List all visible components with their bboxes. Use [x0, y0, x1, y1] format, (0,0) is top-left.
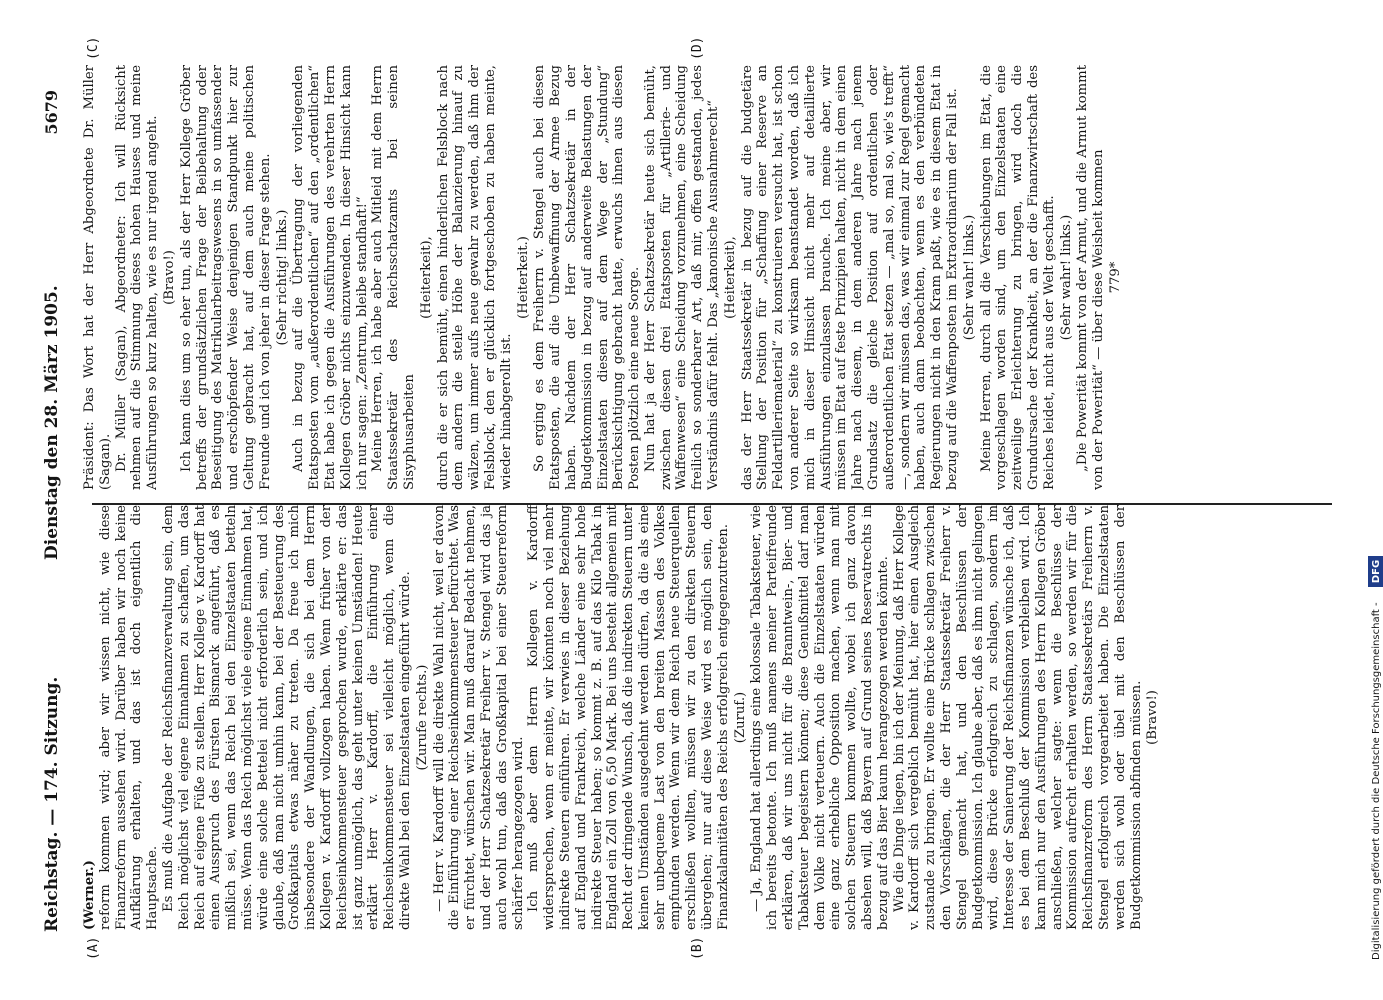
paragraph: Ich kann dies um so eher tun, als der Herr Kollege Gröber betreffs der grundsätzlichen Frage der Beibehaltung oder Beseitigung des Matrikularbeitragswesens in so umfassender und erschöpfender Weise denjenigen Standpunkt hier zur Geltung gebracht hat, auf dem auch meine politischen Freunde und ich von jeher in dieser Frage stehen.	[178, 65, 273, 490]
digitization-credit	[1366, 0, 1383, 1000]
paragraph: (Sehr wahr! links.)	[1058, 214, 1074, 341]
paragraph: (Zuruf.)	[732, 691, 748, 744]
margin-label-b: (B)	[690, 936, 705, 960]
page-header	[12, 60, 68, 940]
margin-label-a: (A)	[86, 936, 101, 960]
paragraph: — Herr v. Kardorff will die direkte Wahl nicht, weil er davon die Einführung einer Reichseinkommensteuer befürchtet. Was er fürchtet, wünschen wir. Man muß darauf Bedacht nehmen, und der Herr Schatzsekretär Freiherr v. Stengel wird das ja auch wohl tun, daß das Großkapital bei einer Steuerreform schärfer herangezogen wird.	[431, 505, 526, 930]
paragraph: Wie die Dinge liegen, bin ich der Meinung, daß Herr Kollege v. Kardorff sich vergeblich bemüht hat, hier einen Ausgleich zustande zu bringen. Er wollte eine Brücke schlagen zwischen den Vorschlägen, die der Herr Staatssekretär Freiherr v. Stengel gemacht hat, und den Beschlüssen der Budgetkommission. Ich glaube aber, daß es ihm nicht gelingen wird, diese Brücke erfolgreich zu schlagen, sondern im Interesse der Sanierung der Reichsfinanzen wünsche ich, daß es bei dem Beschluß der Kommission verbleiben wird. Ich kann mich nur den Ausführungen des Herrn Kollegen Gröber anschließen, welcher sagte: wenn die Beschlüsse der Kommission aufrecht erhalten werden, so werden wir für die Reichsfinanzreform des Herrn Staatssekretärs Freiherrn v. Stengel erfolgreich vorgearbeitet haben. Die Einzelstaaten werden sich wohl oder übel mit den Beschlüssen der Budgetkommission abfinden müssen.	[891, 505, 1144, 930]
right-text-column	[82, 65, 1343, 490]
paragraph: durch die er sich bemüht, einen hinderlichen Felsblock nach dem andern die steile Höhe der Balanzierung hinauf zu wälzen, um immer aufs neue gewahr zu werden, daß ihm der Felsblock, den er glücklich fortgeschoben zu haben meinte, wieder hinabgerollt ist.	[435, 65, 514, 490]
paragraph: (Heiterkeit),	[722, 236, 738, 319]
left-text-column	[82, 505, 1343, 930]
paragraph: (Werner.)	[82, 860, 97, 930]
paragraph: Es muß die Aufgabe der Reichsfinanzverwaltung sein, dem Reich möglichst viel eigene Einnahmen zu schaffen, um das Reich auf eigene Füße zu stellen. Herr Kollege v. Kardorff hat einen Ausspruch des Fürsten Bismarck angeführt, daß es mißlich sei, wenn das Reich bei den Einzelstaaten betteln müsse. Wenn das Reich möglichst viele eigene Einnahmen hat, würde eine solche Bettelei nicht erforderlich sein, und ich glaube, daß man nicht umhin kann, bei der Besteuerung des Großkapitals etwas näher zu treten. Da freue ich mich insbesondere der Wandlungen, die sich bei dem Herrn Kollegen v. Kardorff vollzogen haben. Wenn früher von der Reichseinkommensteuer gesprochen wurde, erklärte er: das ist ganz unmöglich, das geht unter keinen Umständen! Heute erklärt Herr v. Kardorff, die Einführung einer Reichseinkommensteuer sei vielleicht möglich, wenn die direkte Wahl bei den Einzelstaaten eingeführt würde.	[160, 505, 413, 930]
dfg-logo: DFG	[1368, 556, 1383, 587]
margin-label-d: (D)	[690, 36, 705, 60]
paragraph: Präsident: Das Wort hat der Herr Abgeordnete Dr. Müller (Sagan).	[82, 65, 113, 490]
paragraph: (Sehr wahr! links.)	[961, 214, 977, 341]
paragraph: „Die Powerität kommt von der Armut, und die Armut kommt von der Powerität“ — über diese Weisheit kommen	[1075, 65, 1107, 490]
paragraph: 779*	[1108, 261, 1123, 294]
paragraph: (Bravo!)	[161, 250, 177, 305]
paragraph: — Ja, England hat allerdings eine kolossale Tabaksteuer, wie ich bereits betonte. Ich muß namens meiner Parteifreunde erklären, daß wir uns nicht für die Branntwein-, Bier- und Tabaksteuer begeistern können; diese Genußmittel darf man dem Volke nicht verteuern. Auch die Einzelstaaten würden eine ganz erhebliche Opposition machen, wenn man mit solchen Steuern kommen wollte, wobei ich ganz davon absehen will, daß Bayern auf Grund seines Reservatrechts in bezug auf das Bier kaum herangezogen werden könnte.	[749, 505, 891, 930]
paragraph: (Heiterkeit.)	[515, 236, 531, 319]
paragraph: das der Herr Staatssekretär in bezug auf die budgetäre Stellung der Position für „Schaffung einer Reserve an Feldartilleriematerial“ zu konstruieren versucht hat, ist schon von anderer Seite so wirksam beanstandet worden, daß ich mich in dieser Hinsicht nicht mehr auf detaillierte Ausführungen einzulassen brauche. Ich meine aber, wir müssen im Etat auf feste Prinzipien halten, nicht in dem einen Jahre nach diesem, in dem anderen Jahre nach jenem Grundsatz die gleiche Position auf ordentlichen oder außerordentlichen Etat setzen — „mal so, mal so, wie's trefft“ —, sondern wir müssen das, was wir einmal zur Regel gemacht haben, auch dann beobachten, wenn es den verbündeten Regierungen nicht in den Kram paßt, wie es in diesem Etat in bezug auf die Waffenposten im Extraordinarium der Fall ist.	[739, 65, 961, 490]
paragraph: Auch in bezug auf die Übertragung der vorliegenden Etatsposten vom „außerordentlichen“ auf den „ordentlichen“ Etat habe ich gegen die Ausführungen des verehrten Herrn Kollegen Gröber nichts einzuwenden. In dieser Hinsicht kann ich nur sagen: „Zentrum, bleibe standhaft!“	[291, 65, 370, 490]
paragraph: Nun hat ja der Herr Schatzsekretär heute sich bemüht, zwischen diesen drei Etatsposten für „Artillerie- und Waffenwesen“ eine Scheidung vorzunehmen, eine Scheidung freilich so sonderbarer Art, daß mir, offen gestanden, jedes Verständnis dafür fehlt. Das „kanonische Ausnahmerecht“	[642, 65, 722, 490]
margin-label-c: (C)	[86, 36, 101, 60]
page-number: 5679	[42, 90, 61, 135]
header-date: Dienstag den 28. März 1905.	[42, 285, 62, 560]
paragraph: reform kommen wird; aber wir wissen nicht, wie diese Finanzreform aussehen wird. Darüber haben wir noch keine Aufklärung erhalten, und das ist doch eigentlich die Hauptsache.	[97, 505, 161, 930]
paragraph: (Heiterkeit),	[418, 236, 434, 319]
paragraph: (Sehr richtig! links.)	[274, 209, 290, 346]
paragraph: So erging es dem Freiherrn v. Stengel auch bei diesen Etatsposten, die auf die Umbewaffnung der Armee Bezug haben. Nachdem der Herr Schatzsekretär in der Budgetkommission in bezug auf anderweite Belastungen der Einzelstaaten diesen auf dem Wege der „Stundung“ Berücksichtigung gebracht hatte, erwuchs ihnen aus diesen Posten plötzlich eine neue Sorge.	[532, 65, 643, 490]
paragraph: Meine Herren, durch all die Verschiebungen im Etat, die vorgeschlagen worden sind, um den Einzelstaaten eine zeitweilige Erleichterung zu bringen, wird doch die Grundursache der Krankheit, an der die Finanzwirtschaft des Reiches leidet, nicht aus der Welt geschafft.	[978, 65, 1057, 490]
column-divider	[92, 503, 1332, 505]
header-left: Reichstag. — 174. Sitzung.	[42, 676, 62, 932]
credit-text: Digitalisierung gefördert durch die Deutsche Forschungsgemeinschaft -	[1371, 602, 1382, 960]
paragraph: Dr. Müller (Sagan), Abgeordneter: Ich will Rücksicht nehmen auf die Stimmung dieses hohen Hauses und meine Ausführungen so kurz halten, wie es nur irgend angeht.	[113, 65, 161, 490]
paragraph: (Bravo!)	[1145, 690, 1161, 745]
paragraph: Ich muß aber dem Herrn Kollegen v. Kardorff widersprechen, wenn er meinte, wir könnten noch viel mehr indirekte Steuern einführen. Er verwies in dieser Beziehung auf England und Frankreich, welche Länder eine sehr hohe indirekte Steuer haben; so kommt z. B. auf das Kilo Tabak in England ein Zoll von 6,50 Mark. Bei uns besteht allgemein mit Recht der dringende Wunsch, daß die indirekten Steuern unter keinen Umständen ausgedehnt werden dürfen, da die als eine sehr unbequeme Last von den breiten Massen des Volkes empfunden werden. Wenn wir dem Reich neue Steuerquellen erschließen wollten, müssen wir zu den direkten Steuern übergehen; nur auf diese Weise wird es möglich sein, den Finanzkalamitäten des Reichs erfolgreich entgegenzutreten.	[526, 505, 731, 930]
paragraph: (Zurufe rechts.)	[414, 664, 430, 771]
paragraph: Meine Herren, ich habe aber auch Mitleid mit dem Herrn Staatssekretär des Reichsschatzamts bei seinen Sisyphusarbeiten	[370, 65, 417, 490]
